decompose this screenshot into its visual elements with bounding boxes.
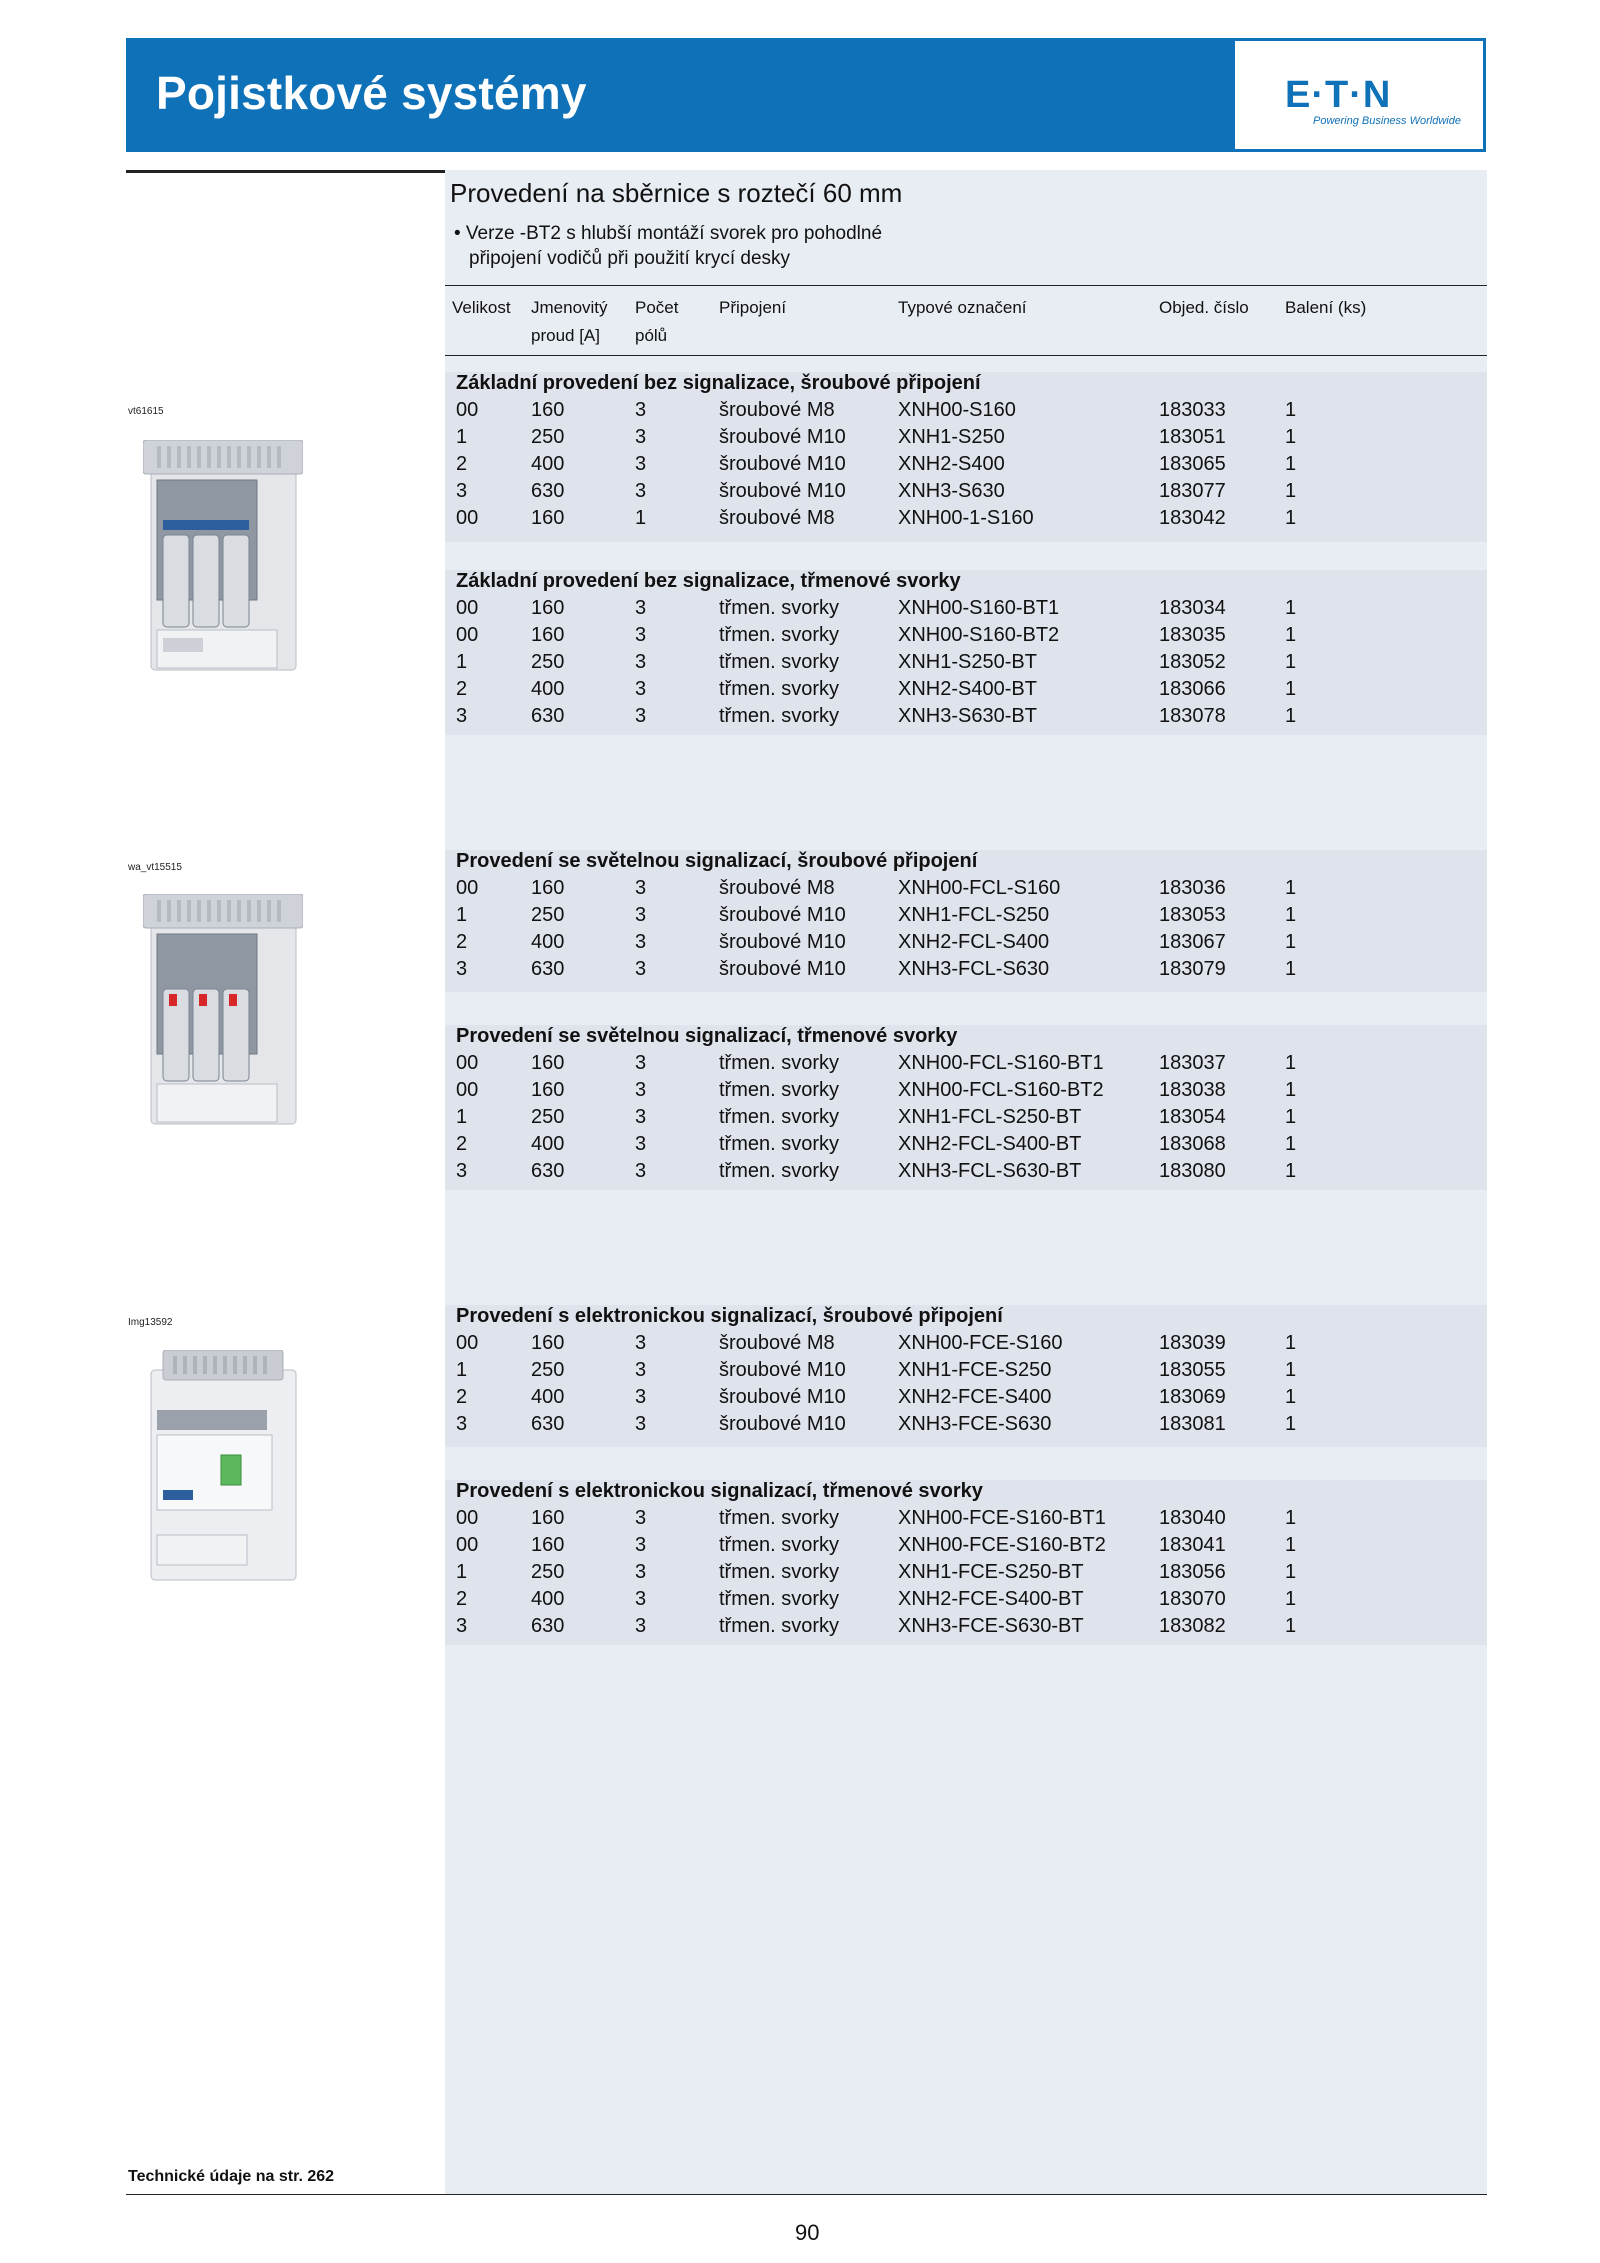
table-row [445,451,1487,478]
table-row [445,478,1487,505]
cell-pack: 1 [1285,507,1297,529]
cell-conn: třmen. svorky [719,705,840,727]
col-header-velikost: Velikost [452,298,511,317]
table-row [445,1050,1487,1077]
cell-poles: 3 [635,904,647,926]
cell-current: 630 [531,958,565,980]
cell-conn: třmen. svorky [719,1052,840,1074]
eaton-logo [1235,41,1483,149]
cell-order: 183081 [1159,1413,1226,1435]
cell-poles: 3 [635,1507,647,1529]
page-title: Pojistkové systémy [156,67,587,119]
cell-conn: třmen. svorky [719,1079,840,1101]
cell-poles: 3 [635,651,647,673]
table-row [445,1411,1487,1438]
cell-size: 1 [456,904,468,926]
table-row [445,622,1487,649]
cell-conn: třmen. svorky [719,1106,840,1128]
cell-order: 183056 [1159,1561,1226,1583]
cell-type: XNH00-S160-BT1 [898,597,1060,619]
footer-note: Technické údaje na str. 262 [128,2168,335,2185]
cell-current: 160 [531,877,565,899]
cell-pack: 1 [1285,931,1297,953]
header-bottom-rule [445,355,1487,356]
cell-type: XNH3-FCE-S630-BT [898,1615,1084,1637]
product-group [445,1025,1487,1190]
cell-order: 183066 [1159,678,1226,700]
cell-conn: třmen. svorky [719,597,840,619]
cell-poles: 3 [635,1106,647,1128]
cell-pack: 1 [1285,1079,1297,1101]
cell-size: 00 [456,1534,479,1556]
product-group [445,1305,1487,1447]
cell-type: XNH1-S250 [898,426,1005,448]
cell-type: XNH1-FCE-S250 [898,1359,1052,1381]
table-row [445,1077,1487,1104]
table-row [445,1586,1487,1613]
cell-current: 400 [531,1386,565,1408]
cell-current: 250 [531,1359,565,1381]
cell-size: 1 [456,426,468,448]
cell-order: 183068 [1159,1133,1226,1155]
logo-wordmark: E·T·N [1285,74,1392,116]
page-number: 90 [795,2220,820,2245]
cell-current: 250 [531,1106,565,1128]
cell-conn: třmen. svorky [719,1615,840,1637]
cell-pack: 1 [1285,1534,1297,1556]
cell-conn: šroubové M10 [719,958,846,980]
cell-order: 183082 [1159,1615,1226,1637]
cell-size: 2 [456,931,468,953]
cell-order: 183039 [1159,1332,1226,1354]
cell-pack: 1 [1285,399,1297,421]
cell-type: XNH00-FCL-S160-BT1 [898,1052,1104,1074]
cell-order: 183080 [1159,1160,1226,1182]
cell-size: 2 [456,678,468,700]
cell-order: 183035 [1159,624,1226,646]
table-row [445,875,1487,902]
cell-order: 183069 [1159,1386,1226,1408]
cell-order: 183070 [1159,1588,1226,1610]
cell-pack: 1 [1285,1106,1297,1128]
group-title: Provedení s elektronickou signalizací, šroubové připojení [456,1305,1003,1327]
cell-type: XNH3-FCL-S630 [898,958,1050,980]
cell-type: XNH3-S630-BT [898,705,1037,727]
product-group [445,1480,1487,1645]
group-title: Základní provedení bez signalizace, šroubové připojení [456,372,981,394]
cell-pack: 1 [1285,1413,1297,1435]
cell-current: 400 [531,931,565,953]
cell-order: 183077 [1159,480,1226,502]
cell-size: 00 [456,507,479,529]
product-group [445,570,1487,735]
cell-pack: 1 [1285,705,1297,727]
logo-tagline: Powering Business Worldwide [1313,115,1461,127]
cell-conn: třmen. svorky [719,1133,840,1155]
cell-current: 250 [531,651,565,673]
col-header-baleni: Balení (ks) [1285,298,1367,317]
cell-current: 630 [531,1413,565,1435]
cell-order: 183038 [1159,1079,1226,1101]
cell-conn: šroubové M10 [719,1413,846,1435]
cell-pack: 1 [1285,877,1297,899]
col-header-objed: Objed. číslo [1159,298,1249,317]
cell-poles: 3 [635,705,647,727]
table-row [445,956,1487,983]
cell-pack: 1 [1285,1615,1297,1637]
table-row [445,1158,1487,1185]
cell-poles: 3 [635,931,647,953]
cell-current: 160 [531,399,565,421]
cell-size: 00 [456,1079,479,1101]
cell-current: 160 [531,1052,565,1074]
cell-conn: šroubové M8 [719,507,835,529]
cell-pack: 1 [1285,958,1297,980]
cell-type: XNH2-FCL-S400-BT [898,1133,1082,1155]
group-title: Základní provedení bez signalizace, třmenové svorky [456,570,961,592]
cell-current: 630 [531,1615,565,1637]
cell-pack: 1 [1285,1160,1297,1182]
cell-conn: šroubové M8 [719,1332,835,1354]
cell-current: 160 [531,624,565,646]
cell-size: 2 [456,1386,468,1408]
cell-type: XNH00-1-S160 [898,507,1034,529]
col-header-jmenovity-line1: Jmenovitý [531,298,608,317]
cell-poles: 3 [635,1588,647,1610]
cell-conn: šroubové M10 [719,480,846,502]
col-header-pocet-line1: Počet [635,298,679,317]
group-title: Provedení s elektronickou signalizací, třmenové svorky [456,1480,983,1502]
cell-order: 183078 [1159,705,1226,727]
cell-pack: 1 [1285,651,1297,673]
header-top-rule [445,285,1487,286]
table-row [445,1532,1487,1559]
cell-type: XNH2-FCE-S400 [898,1386,1052,1408]
cell-order: 183067 [1159,931,1226,953]
table-row [445,649,1487,676]
cell-order: 183065 [1159,453,1226,475]
cell-poles: 3 [635,1561,647,1583]
cell-poles: 3 [635,1160,647,1182]
image-label: vt61615 [128,406,164,417]
cell-pack: 1 [1285,904,1297,926]
cell-poles: 3 [635,1079,647,1101]
cell-size: 2 [456,453,468,475]
cell-type: XNH3-S630 [898,480,1005,502]
cell-conn: šroubové M8 [719,399,835,421]
cell-type: XNH00-FCL-S160 [898,877,1061,899]
cell-current: 400 [531,1133,565,1155]
cell-order: 183079 [1159,958,1226,980]
cell-size: 00 [456,1332,479,1354]
cell-poles: 3 [635,1534,647,1556]
cell-current: 160 [531,1332,565,1354]
cell-pack: 1 [1285,624,1297,646]
cell-pack: 1 [1285,426,1297,448]
cell-conn: třmen. svorky [719,678,840,700]
col-header-jmenovity [531,294,608,350]
cell-poles: 3 [635,1052,647,1074]
cell-conn: třmen. svorky [719,1561,840,1583]
cell-poles: 3 [635,624,647,646]
section-bullet [454,221,882,271]
cell-conn: třmen. svorky [719,651,840,673]
cell-order: 183033 [1159,399,1226,421]
cell-pack: 1 [1285,1133,1297,1155]
cell-conn: šroubové M10 [719,1386,846,1408]
cell-pack: 1 [1285,1588,1297,1610]
cell-type: XNH3-FCE-S630 [898,1413,1052,1435]
cell-order: 183040 [1159,1507,1226,1529]
cell-pack: 1 [1285,1561,1297,1583]
col-header-typove: Typové označení [898,298,1027,317]
cell-pack: 1 [1285,480,1297,502]
cell-poles: 3 [635,453,647,475]
cell-conn: šroubové M10 [719,1359,846,1381]
cell-size: 1 [456,651,468,673]
cell-order: 183054 [1159,1106,1226,1128]
cell-current: 250 [531,426,565,448]
cell-poles: 3 [635,1359,647,1381]
cell-size: 00 [456,597,479,619]
cell-size: 1 [456,1106,468,1128]
col-header-pripojeni: Připojení [719,298,787,317]
cell-poles: 3 [635,399,647,421]
cell-size: 1 [456,1359,468,1381]
cell-conn: třmen. svorky [719,1160,840,1182]
cell-order: 183052 [1159,651,1226,673]
cell-poles: 3 [635,1615,647,1637]
cell-pack: 1 [1285,1332,1297,1354]
product-group [445,372,1487,542]
table-row [445,1613,1487,1640]
cell-poles: 3 [635,958,647,980]
cell-type: XNH1-FCL-S250-BT [898,1106,1082,1128]
table-row [445,1384,1487,1411]
table-row [445,595,1487,622]
cell-current: 160 [531,597,565,619]
table-row [445,929,1487,956]
group-title: Provedení se světelnou signalizací, šroubové připojení [456,850,978,872]
cell-type: XNH00-S160-BT2 [898,624,1060,646]
cell-type: XNH00-FCL-S160-BT2 [898,1079,1104,1101]
cell-size: 3 [456,958,468,980]
table-row [445,505,1487,532]
table-row [445,1330,1487,1357]
group-title: Provedení se světelnou signalizací, třmenové svorky [456,1025,958,1047]
cell-type: XNH00-FCE-S160 [898,1332,1063,1354]
table-row [445,1357,1487,1384]
cell-pack: 1 [1285,1052,1297,1074]
cell-conn: třmen. svorky [719,1588,840,1610]
cell-order: 183042 [1159,507,1226,529]
table-row [445,1104,1487,1131]
cell-size: 00 [456,1507,479,1529]
product-group [445,850,1487,992]
cell-order: 183036 [1159,877,1226,899]
cell-current: 250 [531,1561,565,1583]
cell-conn: šroubové M10 [719,931,846,953]
cell-conn: třmen. svorky [719,1534,840,1556]
cell-size: 00 [456,1052,479,1074]
cell-pack: 1 [1285,1507,1297,1529]
cell-conn: šroubové M10 [719,904,846,926]
table-row [445,397,1487,424]
cell-size: 3 [456,1413,468,1435]
cell-size: 3 [456,480,468,502]
section-title: Provedení na sběrnice s roztečí 60 mm [450,178,903,208]
table-row [445,1505,1487,1532]
fuse-switch-electronic-indicator-icon [143,1350,303,1585]
cell-order: 183041 [1159,1534,1226,1556]
cell-size: 3 [456,1160,468,1182]
cell-size: 00 [456,399,479,421]
cell-pack: 1 [1285,453,1297,475]
cell-poles: 3 [635,1332,647,1354]
cell-current: 160 [531,1507,565,1529]
cell-current: 160 [531,1079,565,1101]
cell-pack: 1 [1285,1386,1297,1408]
cell-current: 400 [531,678,565,700]
image-label: wa_vt15515 [128,862,182,873]
cell-type: XNH3-FCL-S630-BT [898,1160,1082,1182]
cell-poles: 3 [635,1386,647,1408]
cell-type: XNH1-FCE-S250-BT [898,1561,1084,1583]
cell-poles: 3 [635,678,647,700]
cell-type: XNH00-S160 [898,399,1016,421]
cell-poles: 3 [635,1413,647,1435]
cell-current: 630 [531,480,565,502]
cell-type: XNH1-S250-BT [898,651,1037,673]
cell-order: 183055 [1159,1359,1226,1381]
fuse-switch-light-indicator-icon [143,894,303,1129]
cell-current: 160 [531,1534,565,1556]
cell-size: 3 [456,1615,468,1637]
table-row [445,703,1487,730]
cell-current: 630 [531,1160,565,1182]
cell-current: 400 [531,453,565,475]
bullet-line-1: • Verze -BT2 s hlubší montáží svorek pro pohodlné [454,223,883,244]
col-header-jmenovity-line2: proud [A] [531,326,600,345]
cell-type: XNH2-FCE-S400-BT [898,1588,1084,1610]
cell-pack: 1 [1285,597,1297,619]
cell-conn: třmen. svorky [719,1507,840,1529]
col-header-pocet [635,294,678,350]
image-label: Img13592 [128,1317,173,1328]
bottom-rule [126,2194,1487,2195]
cell-order: 183053 [1159,904,1226,926]
table-row [445,424,1487,451]
cell-size: 3 [456,705,468,727]
header-banner [126,38,1486,152]
cell-poles: 3 [635,877,647,899]
cell-type: XNH00-FCE-S160-BT2 [898,1534,1106,1556]
cell-conn: šroubové M10 [719,426,846,448]
cell-size: 2 [456,1133,468,1155]
cell-conn: šroubové M10 [719,453,846,475]
table-row [445,1131,1487,1158]
table-row [445,1559,1487,1586]
cell-poles: 3 [635,597,647,619]
cell-type: XNH2-S400-BT [898,678,1037,700]
table-row [445,902,1487,929]
cell-order: 183051 [1159,426,1226,448]
col-header-pocet-line2: pólů [635,326,668,345]
cell-conn: šroubové M8 [719,877,835,899]
bullet-line-2: připojení vodičů při použití krycí desky [469,248,791,269]
cell-poles: 3 [635,1133,647,1155]
cell-pack: 1 [1285,678,1297,700]
cell-pack: 1 [1285,1359,1297,1381]
cell-type: XNH2-S400 [898,453,1005,475]
cell-conn: třmen. svorky [719,624,840,646]
cell-type: XNH1-FCL-S250 [898,904,1050,926]
cell-type: XNH2-FCL-S400 [898,931,1050,953]
cell-poles: 3 [635,480,647,502]
cell-size: 2 [456,1588,468,1610]
cell-poles: 3 [635,426,647,448]
cell-type: XNH00-FCE-S160-BT1 [898,1507,1106,1529]
cell-order: 183037 [1159,1052,1226,1074]
fuse-switch-disconnector-icon [143,440,303,675]
cell-size: 00 [456,877,479,899]
cell-current: 250 [531,904,565,926]
table-row [445,676,1487,703]
cell-size: 1 [456,1561,468,1583]
cell-poles: 1 [635,507,647,529]
cell-current: 160 [531,507,565,529]
cell-order: 183034 [1159,597,1226,619]
cell-size: 00 [456,624,479,646]
cell-current: 400 [531,1588,565,1610]
cell-current: 630 [531,705,565,727]
